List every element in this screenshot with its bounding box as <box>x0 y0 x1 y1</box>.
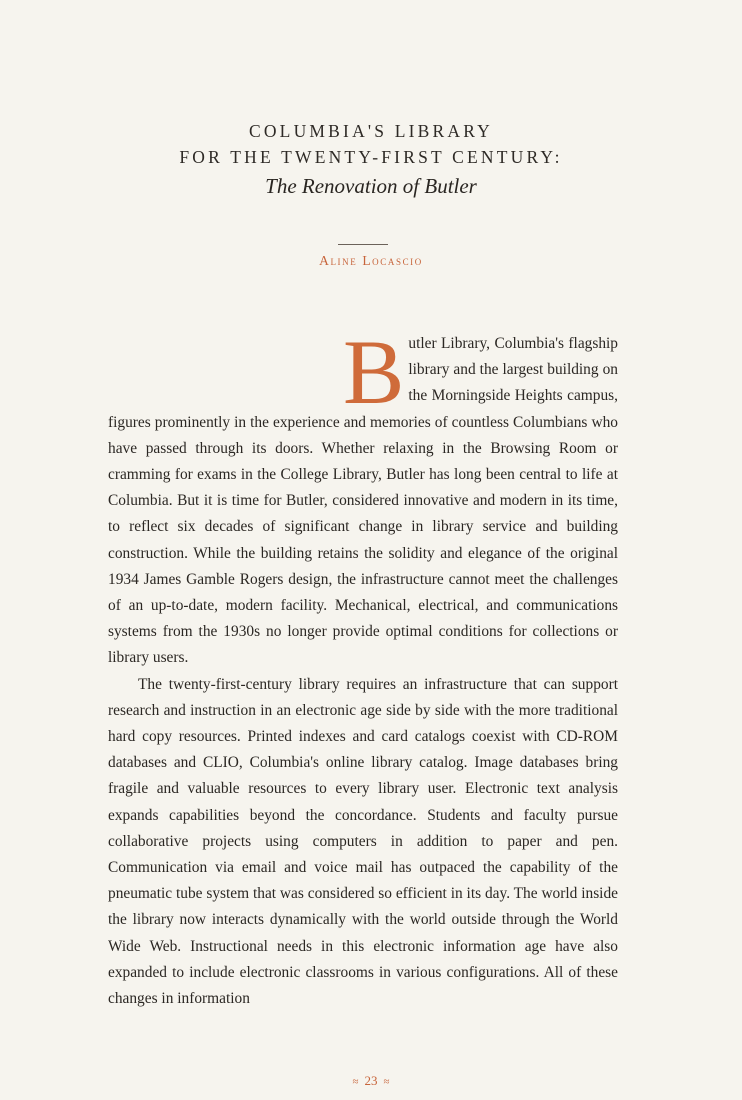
paragraph-2: The twenty-first-century library requires an infrastructure that can support research and instruction in an electronic age side by side with the more traditional hard copy resources. Printed indexes and card catalogs coexist with CD-ROM databases and CLIO, Columbia's online library catalog. Image databases bring fragile and valuable resources to every library user. Electronic text analysis expands capabilities beyond the concordance. Students and faculty pursue collaborative projects using computers in addition to paper and pen. Communication via email and voice mail has outpaced the capability of the pneumatic tube system that was considered so efficient in its day. The world inside the library now interacts dynamically with the world outside through the World Wide Web. Instructional needs in this electronic information age have also expanded to include electronic classrooms in various configurations. All of these changes in information <box>108 675 618 1008</box>
body-text <box>108 321 618 1012</box>
author-name: Aline Locascio <box>319 253 423 268</box>
drop-cap: B <box>343 321 405 423</box>
chapter-title <box>0 118 742 200</box>
chapter-subtitle: The Renovation of Butler <box>265 174 477 198</box>
title-line-2: FOR THE TWENTY-FIRST CENTURY: <box>179 147 563 167</box>
title-divider <box>338 244 388 245</box>
page-footer <box>0 1073 742 1089</box>
ornament-right-icon: ≈ <box>383 1076 390 1089</box>
paragraph-1-text: utler Library, Columbia's flagship library and the largest building on the Morningside Heights campus, figures prominently in the experience and memories of countless Columbians who have passed through its doors. Whether relaxing in the Browsing Room or cramming for exams in the College Library, Butler has long been central to life at Columbia. But it is time for Butler, considered innovative and modern in its time, to reflect six decades of significant change in library service and building construction. While the building retains the solidity and elegance of the original 1934 James Gamble Rogers design, the infrastructure cannot meet the challenges of an up-to-date, modern facility. Mechanical, electrical, and communications systems from the 1930s no longer provide optimal conditions for collections or library users. <box>108 335 618 667</box>
title-line-1: COLUMBIA'S LIBRARY <box>248 121 494 141</box>
page-number: 23 <box>364 1073 378 1088</box>
ornament-left-icon: ≈ <box>352 1076 359 1089</box>
paragraph-1 <box>108 321 618 672</box>
